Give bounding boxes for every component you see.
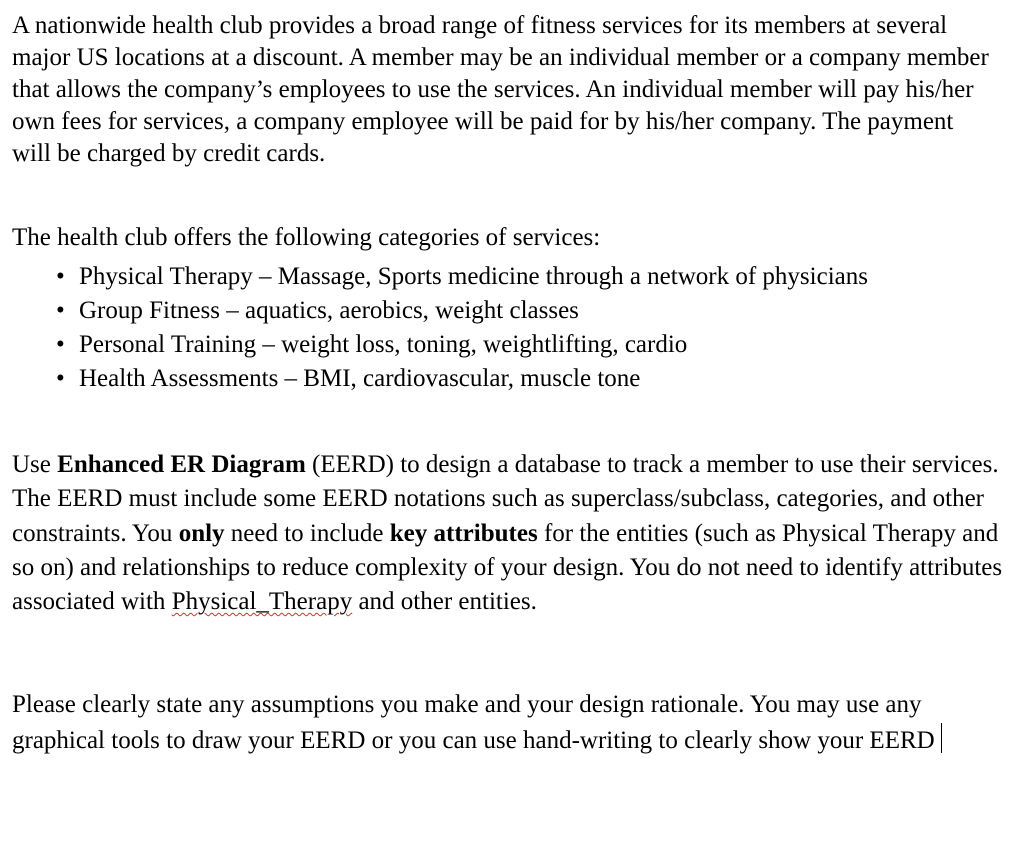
bullet-icon: • (56, 331, 65, 358)
task-paragraph[interactable] (12, 448, 1016, 619)
spellcheck-flagged-word[interactable]: Physical_Therapy (171, 588, 353, 616)
blank-line (12, 170, 1016, 222)
closing-paragraph[interactable] (12, 688, 1012, 758)
service-text: Health Assessments – BMI, cardiovascular, muscle tone (79, 365, 641, 392)
list-item[interactable] (12, 294, 1016, 328)
list-item[interactable] (12, 328, 1016, 362)
bullet-icon: • (56, 365, 65, 392)
task-text: Use (12, 451, 58, 478)
service-text: Group Fitness – aquatics, aerobics, weight classes (79, 297, 579, 324)
text-cursor (941, 723, 942, 753)
task-text: and other entities. (352, 588, 537, 616)
document-body[interactable] (12, 10, 1016, 758)
service-text: Physical Therapy – Massage, Sports medicine through a network of physicians (79, 263, 868, 290)
bold-term-key-attributes: key attributes (389, 519, 538, 547)
services-list (12, 260, 1016, 396)
blank-line (12, 619, 1016, 688)
bold-term-eerd: Enhanced ER Diagram (57, 451, 306, 478)
services-heading[interactable]: The health club offers the following categories of services: (12, 224, 601, 251)
list-item[interactable] (12, 362, 1016, 396)
intro-paragraph[interactable]: A nationwide health club provides a broad range of fitness services for its members at several major US locations at a discount. A member may be an individual member or a company member that allows the company’s employees to use the services. An individual member will pay his/her own fees for services, a company employee will be paid for by his/her company. The payment will be charged by credit cards. (12, 12, 989, 167)
closing-text: Please clearly state any assumptions you make and your design rationale. You may use any graphical tools to draw your EERD or you can use hand-writing to clearly show your EERD (12, 691, 935, 754)
task-text: for the entities (such as Physical Therapy and so on) and relationships to reduce complexity of your design. You do not need to identify attributes associated with (12, 519, 1003, 616)
task-text: need to include (224, 519, 390, 547)
bullet-icon: • (56, 263, 65, 290)
service-text: Personal Training – weight loss, toning, weightlifting, cardio (79, 331, 688, 358)
list-item[interactable] (12, 260, 1016, 294)
blank-line (12, 396, 1016, 448)
task-text: (EERD) to design a database to track a member to use their services. The EERD must include some EERD notations such as superclass/subclass, categories, and other constraints. You (12, 451, 999, 547)
bullet-icon: • (56, 297, 65, 324)
bold-term-only: only (178, 519, 225, 547)
